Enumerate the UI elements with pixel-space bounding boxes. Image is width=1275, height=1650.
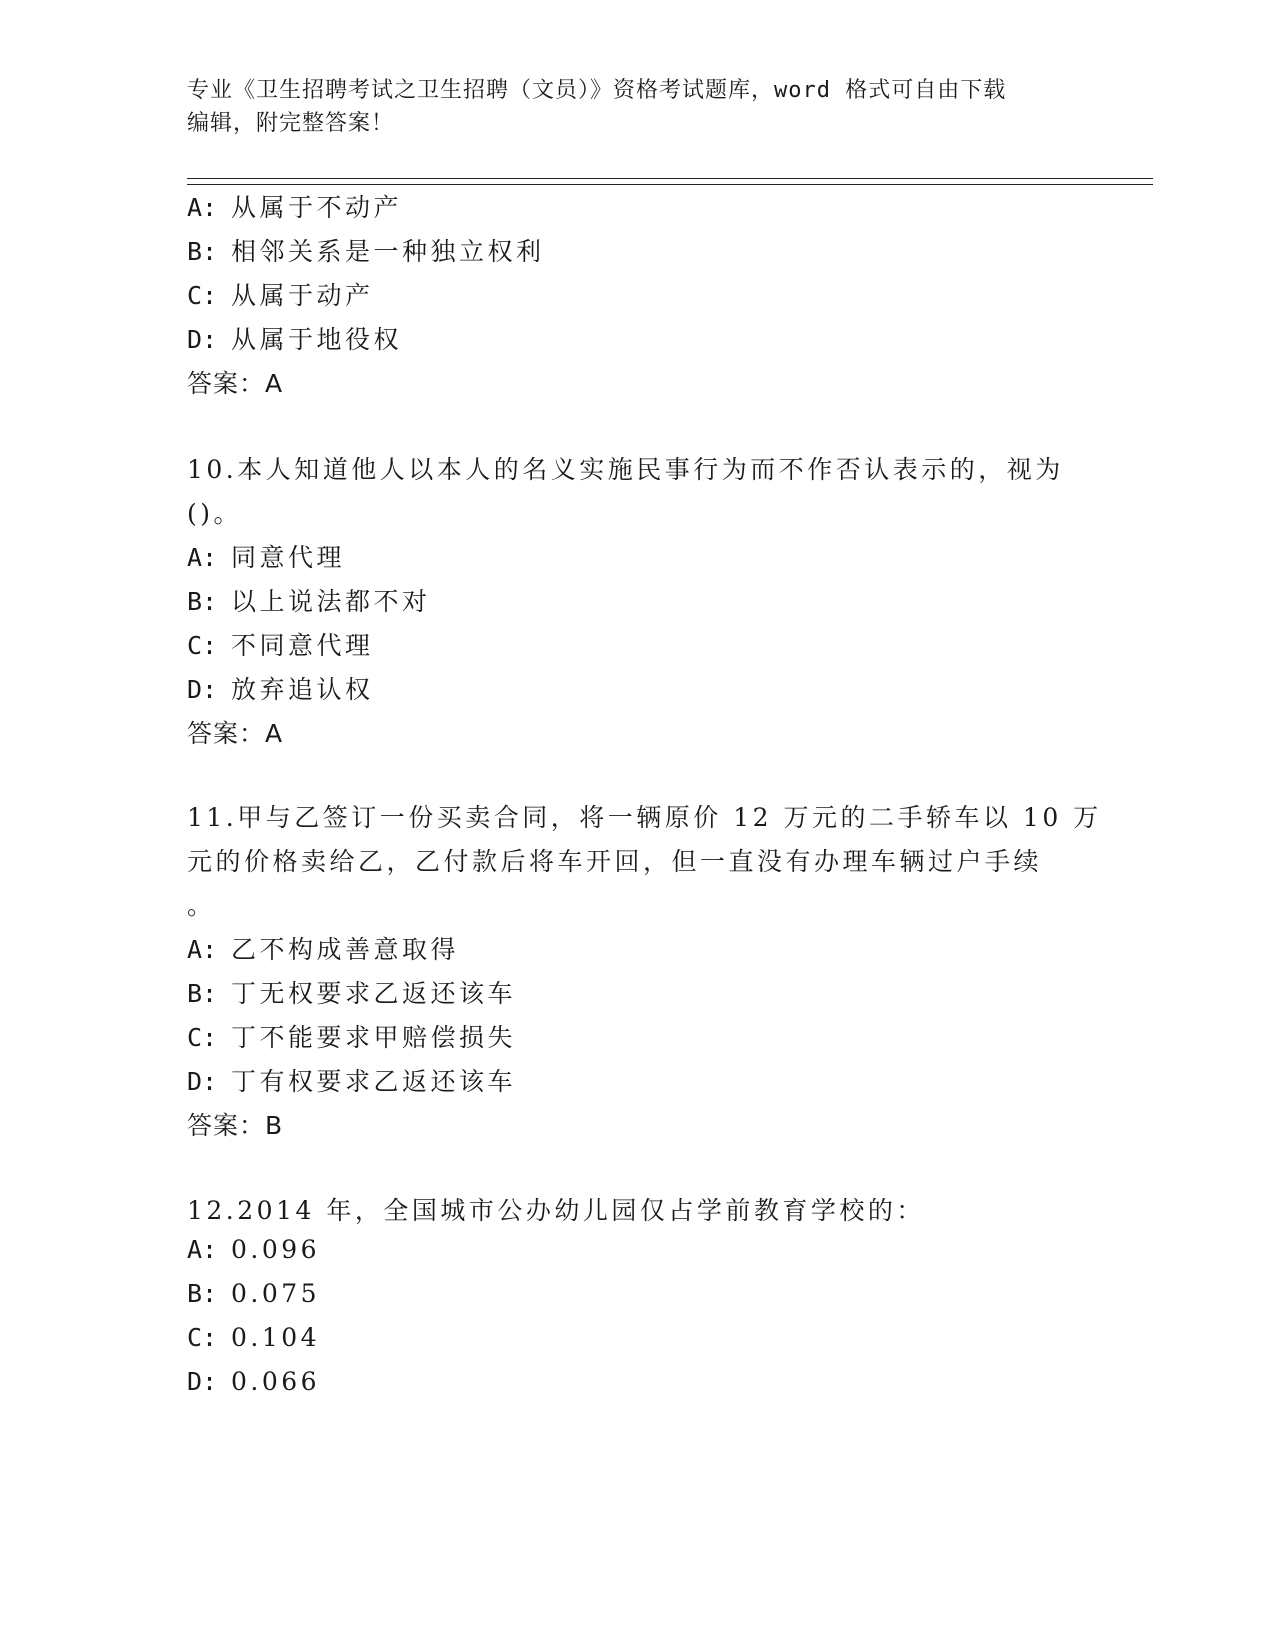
option-key: C:	[187, 631, 218, 660]
option-text: 乙不构成善意取得	[231, 935, 460, 964]
option-c	[187, 1018, 516, 1054]
option-b	[187, 974, 516, 1010]
option-key: A:	[187, 1235, 218, 1264]
header-line-2: 编辑，附完整答案！	[187, 111, 395, 136]
question-stem: 10.本人知道他人以本人的名义实施民事行为而不作否认表示的，视为	[187, 455, 1064, 484]
header-line-1: 专业《卫生招聘考试之卫生招聘（文员）》资格考试题库，word 格式可自由下载	[187, 78, 1007, 103]
option-d	[187, 670, 374, 706]
option-a	[187, 538, 345, 574]
option-text: 0.075	[231, 1279, 321, 1308]
option-c	[187, 276, 374, 312]
option-b	[187, 232, 545, 268]
option-text: 0.096	[231, 1235, 321, 1264]
option-text: 从属于地役权	[231, 325, 403, 354]
answer-line: 答案：B	[187, 1111, 284, 1140]
option-text: 丁不能要求甲赔偿损失	[231, 1023, 517, 1052]
option-text: 0.066	[231, 1367, 321, 1396]
option-c	[187, 1323, 320, 1352]
answer-line: 答案：A	[187, 369, 284, 398]
option-text: 丁无权要求乙返还该车	[231, 979, 517, 1008]
option-text: 放弃追认权	[231, 675, 374, 704]
option-key: C:	[187, 1023, 218, 1052]
option-key: C:	[187, 281, 218, 310]
option-key: D:	[187, 675, 218, 704]
option-key: C:	[187, 1323, 218, 1352]
option-key: A:	[187, 935, 218, 964]
option-text: 0.104	[231, 1323, 321, 1352]
option-c	[187, 626, 374, 662]
question-stem: 11.甲与乙签订一份买卖合同，将一辆原价 12 万元的二手轿车以 10 万	[187, 803, 1102, 832]
option-text: 以上说法都不对	[231, 587, 431, 616]
option-text: 不同意代理	[231, 631, 374, 660]
option-a	[187, 1235, 320, 1264]
header-divider	[187, 178, 1153, 185]
option-d	[187, 1367, 320, 1396]
option-text: 从属于动产	[231, 281, 374, 310]
question-stem-end: 。	[187, 891, 216, 920]
option-text: 丁有权要求乙返还该车	[231, 1067, 517, 1096]
option-key: D:	[187, 1367, 218, 1396]
option-b	[187, 1279, 320, 1308]
option-d	[187, 320, 402, 356]
option-key: B:	[187, 1279, 218, 1308]
question-stem-continued: 元的价格卖给乙，乙付款后将车开回，但一直没有办理车辆过户手续	[187, 847, 1043, 876]
option-key: B:	[187, 237, 218, 266]
option-text: 同意代理	[231, 543, 346, 572]
option-key: D:	[187, 325, 218, 354]
option-key: A:	[187, 543, 218, 572]
option-key: B:	[187, 587, 218, 616]
option-d	[187, 1062, 516, 1098]
answer-line: 答案：A	[187, 719, 284, 748]
option-text: 相邻关系是一种独立权利	[231, 237, 545, 266]
option-a	[187, 930, 459, 966]
option-text: 从属于不动产	[231, 193, 403, 222]
question-stem-continued: ()。	[187, 499, 243, 528]
option-a	[187, 188, 402, 224]
question-stem: 12.2014 年，全国城市公办幼儿园仅占学前教育学校的：	[187, 1196, 925, 1225]
option-key: D:	[187, 1067, 218, 1096]
option-key: B:	[187, 979, 218, 1008]
option-b	[187, 582, 431, 618]
option-key: A:	[187, 193, 218, 222]
document-header	[187, 74, 1087, 140]
